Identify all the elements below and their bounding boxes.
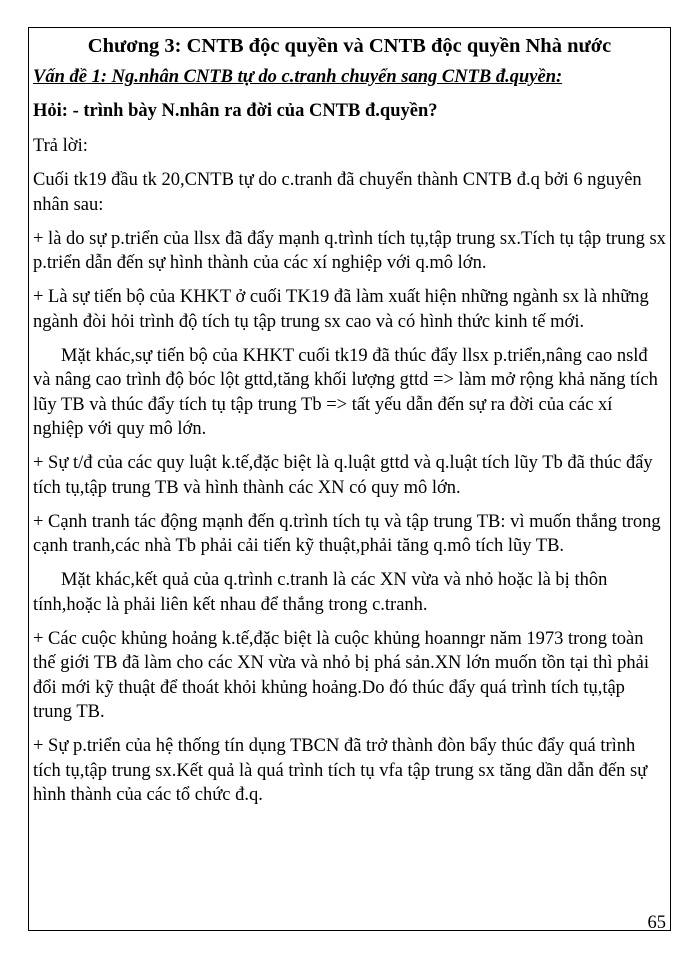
document-body [33,32,666,807]
paragraph-1: Cuối tk19 đầu tk 20,CNTB tự do c.tranh đã chuyển thành CNTB đ.q bởi 6 nguyên nhân sau: [33,170,642,215]
paragraph-6: + Cạnh tranh tác động mạnh đến q.trình tích tụ và tập trung TB: vì muốn thắng trong cạnh tranh,các nhà Tb phải cải tiến kỹ thuật,phải tăng q.mô tích lũy TB. [33,511,661,557]
chapter-title: Chương 3: CNTB độc quyền và CNTB độc quyền Nhà nước [87,35,612,57]
paragraph-7: Mặt khác,kết quả của q.trình c.tranh là các XN vừa và nhỏ hoặc là bị thôn tính,hoặc là phải liên kết nhau để thắng trong c.tranh. [33,570,608,615]
issue-title: Vấn đề 1: Ng.nhân CNTB tự do c.tranh chuyển sang CNTB đ.quyền: [33,67,563,87]
paragraph-3: + Là sự tiến bộ của KHKT ở cuối TK19 đã làm xuất hiện những ngành sx là những ngành đòi hỏi trình độ tích tụ tập trung sx cao và có hình thức kinh tế mới. [33,287,649,332]
page-number: 65 [647,913,666,933]
paragraph-8: + Các cuộc khủng hoảng k.tế,đặc biệt là cuộc khủng hoanngr năm 1973 trong toàn thế giới TB đã làm cho các XN vừa và nhỏ bị phá sản.XN lớn muốn tồn tại thì phải đổi mới kỹ thuật để thoát khỏi khủng hoảng.Do đó thúc đẩy quá trình tích tụ,tập trung TB. [33,629,649,722]
paragraph-9: + Sự p.triển của hệ thống tín dụng TBCN đã trở thành đòn bẩy thúc đẩy quá trình tích tụ,tập trung sx.Kết quả là quá trình tích tụ vfa tập trung sx tăng dần dẫn đến sự hình thành của các tổ chức đ.q. [33,736,648,805]
paragraph-2: + là do sự p.triển của llsx đã đẩy mạnh q.trình tích tụ,tập trung sx.Tích tụ tập trung sx p.triển dẫn đến sự hình thành của các xí nghiệp với q.mô lớn. [33,228,666,274]
paragraph-4: Mặt khác,sự tiến bộ của KHKT cuối tk19 đã thúc đẩy llsx p.triển,nâng cao nslđ và nâng cao trình độ bóc lột gttd,tăng khối lượng gttd => làm mở rộng khả năng tích lũy TB và thúc đẩy tích tụ tập trung Tb => tất yếu dẫn đến sự ra đời của các xí nghiệp với quy mô lớn. [33,346,658,439]
answer-label: Trả lời: [33,136,88,156]
question: Hỏi: - trình bày N.nhân ra đời của CNTB đ.quyền? [33,101,438,121]
paragraph-5: + Sự t/đ của các quy luật k.tế,đặc biệt là q.luật gttd và q.luật tích lũy Tb đã thúc đẩy tích tụ,tập trung TB và hình thành các XN có quy mô lớn. [33,453,653,498]
